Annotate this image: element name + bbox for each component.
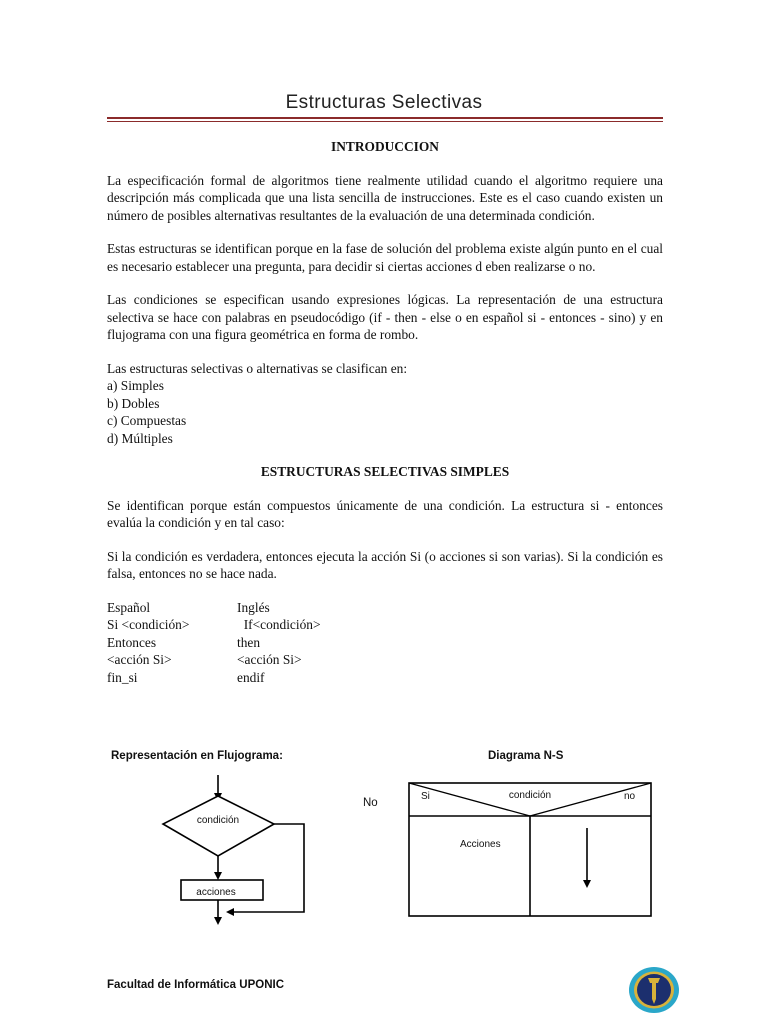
decision-diamond [163, 796, 274, 856]
intro-paragraph-2: Estas estructuras se identifican porque en la fase de solución del problema existe algún punto en el cual es necesario establecer una pregunta, para decidir si ciertas acciones d eben realizarse o no. [107, 241, 663, 274]
flowchart-title: Representación en Flujograma: [111, 750, 283, 762]
ns-diagram [409, 783, 651, 916]
flowchart [163, 775, 304, 921]
intro-heading: INTRODUCCION [331, 139, 439, 154]
ns-si-label: Si [421, 791, 430, 802]
list-item: d) Múltiples [107, 430, 173, 446]
list-item: c) Compuestas [107, 413, 187, 428]
flow-condition-label: condición [196, 815, 240, 826]
simples-paragraph-1: Se identifican porque están compuestos únicamente de una condición. La estructura si - entonces evalúa la condición y en tal caso: [107, 497, 663, 530]
simples-heading: ESTRUCTURAS SELECTIVAS SIMPLES [260, 464, 510, 479]
code-english: then [237, 634, 261, 650]
university-logo [628, 966, 680, 1014]
ns-condition-label: condición [508, 790, 552, 801]
intro-paragraph-3: Las condiciones se especifican usando expresiones lógicas. La representación de una estructura selectiva se hace con palabras en pseudocódigo (if - then - else o en español si - entonces - sino) y en flujograma con una figura geométrica en forma de rombo. [107, 292, 663, 342]
page-title: Estructuras Selectivas [285, 92, 483, 113]
footer-text: Facultad de Informática UPONIC [107, 979, 285, 991]
code-spanish: Español [107, 599, 151, 615]
simples-paragraph-2: Si la condición es verdadera, entonces ejecuta la acción Si (o acciones si son varias). Si la condición es falsa, entonces no se hace nada. [107, 548, 663, 581]
flow-false-arrowhead [226, 908, 234, 916]
code-english: If<condición> [237, 617, 321, 632]
ns-actions-label: Acciones [460, 839, 501, 850]
code-spanish: Si <condición> [107, 617, 190, 632]
list-item: b) Dobles [107, 395, 160, 411]
code-spanish: <acción Si> [107, 652, 172, 667]
classification-intro: Las estructuras selectivas o alternativas se clasifican en: [107, 360, 408, 376]
code-spanish: Entonces [107, 634, 157, 650]
flow-action-label: acciones [196, 887, 236, 898]
code-spanish: fin_si [107, 669, 138, 685]
ns-no-label: no [624, 791, 636, 802]
code-english: Inglés [237, 599, 270, 615]
ns-diagram-title: Diagrama N-S [488, 750, 564, 762]
list-item: a) Simples [107, 378, 164, 393]
code-english: endif [237, 669, 265, 685]
code-english: <acción Si> [237, 652, 302, 667]
intro-paragraph-1: La especificación formal de algoritmos tiene realmente utilidad cuando el algoritmo requiere una descripción más complicada que una lista sencilla de instrucciones. Este es el caso cuando existen un número de posibles alternativas resultantes de la evaluación de una determinada condición. [107, 172, 663, 223]
no-label: No [363, 797, 378, 809]
